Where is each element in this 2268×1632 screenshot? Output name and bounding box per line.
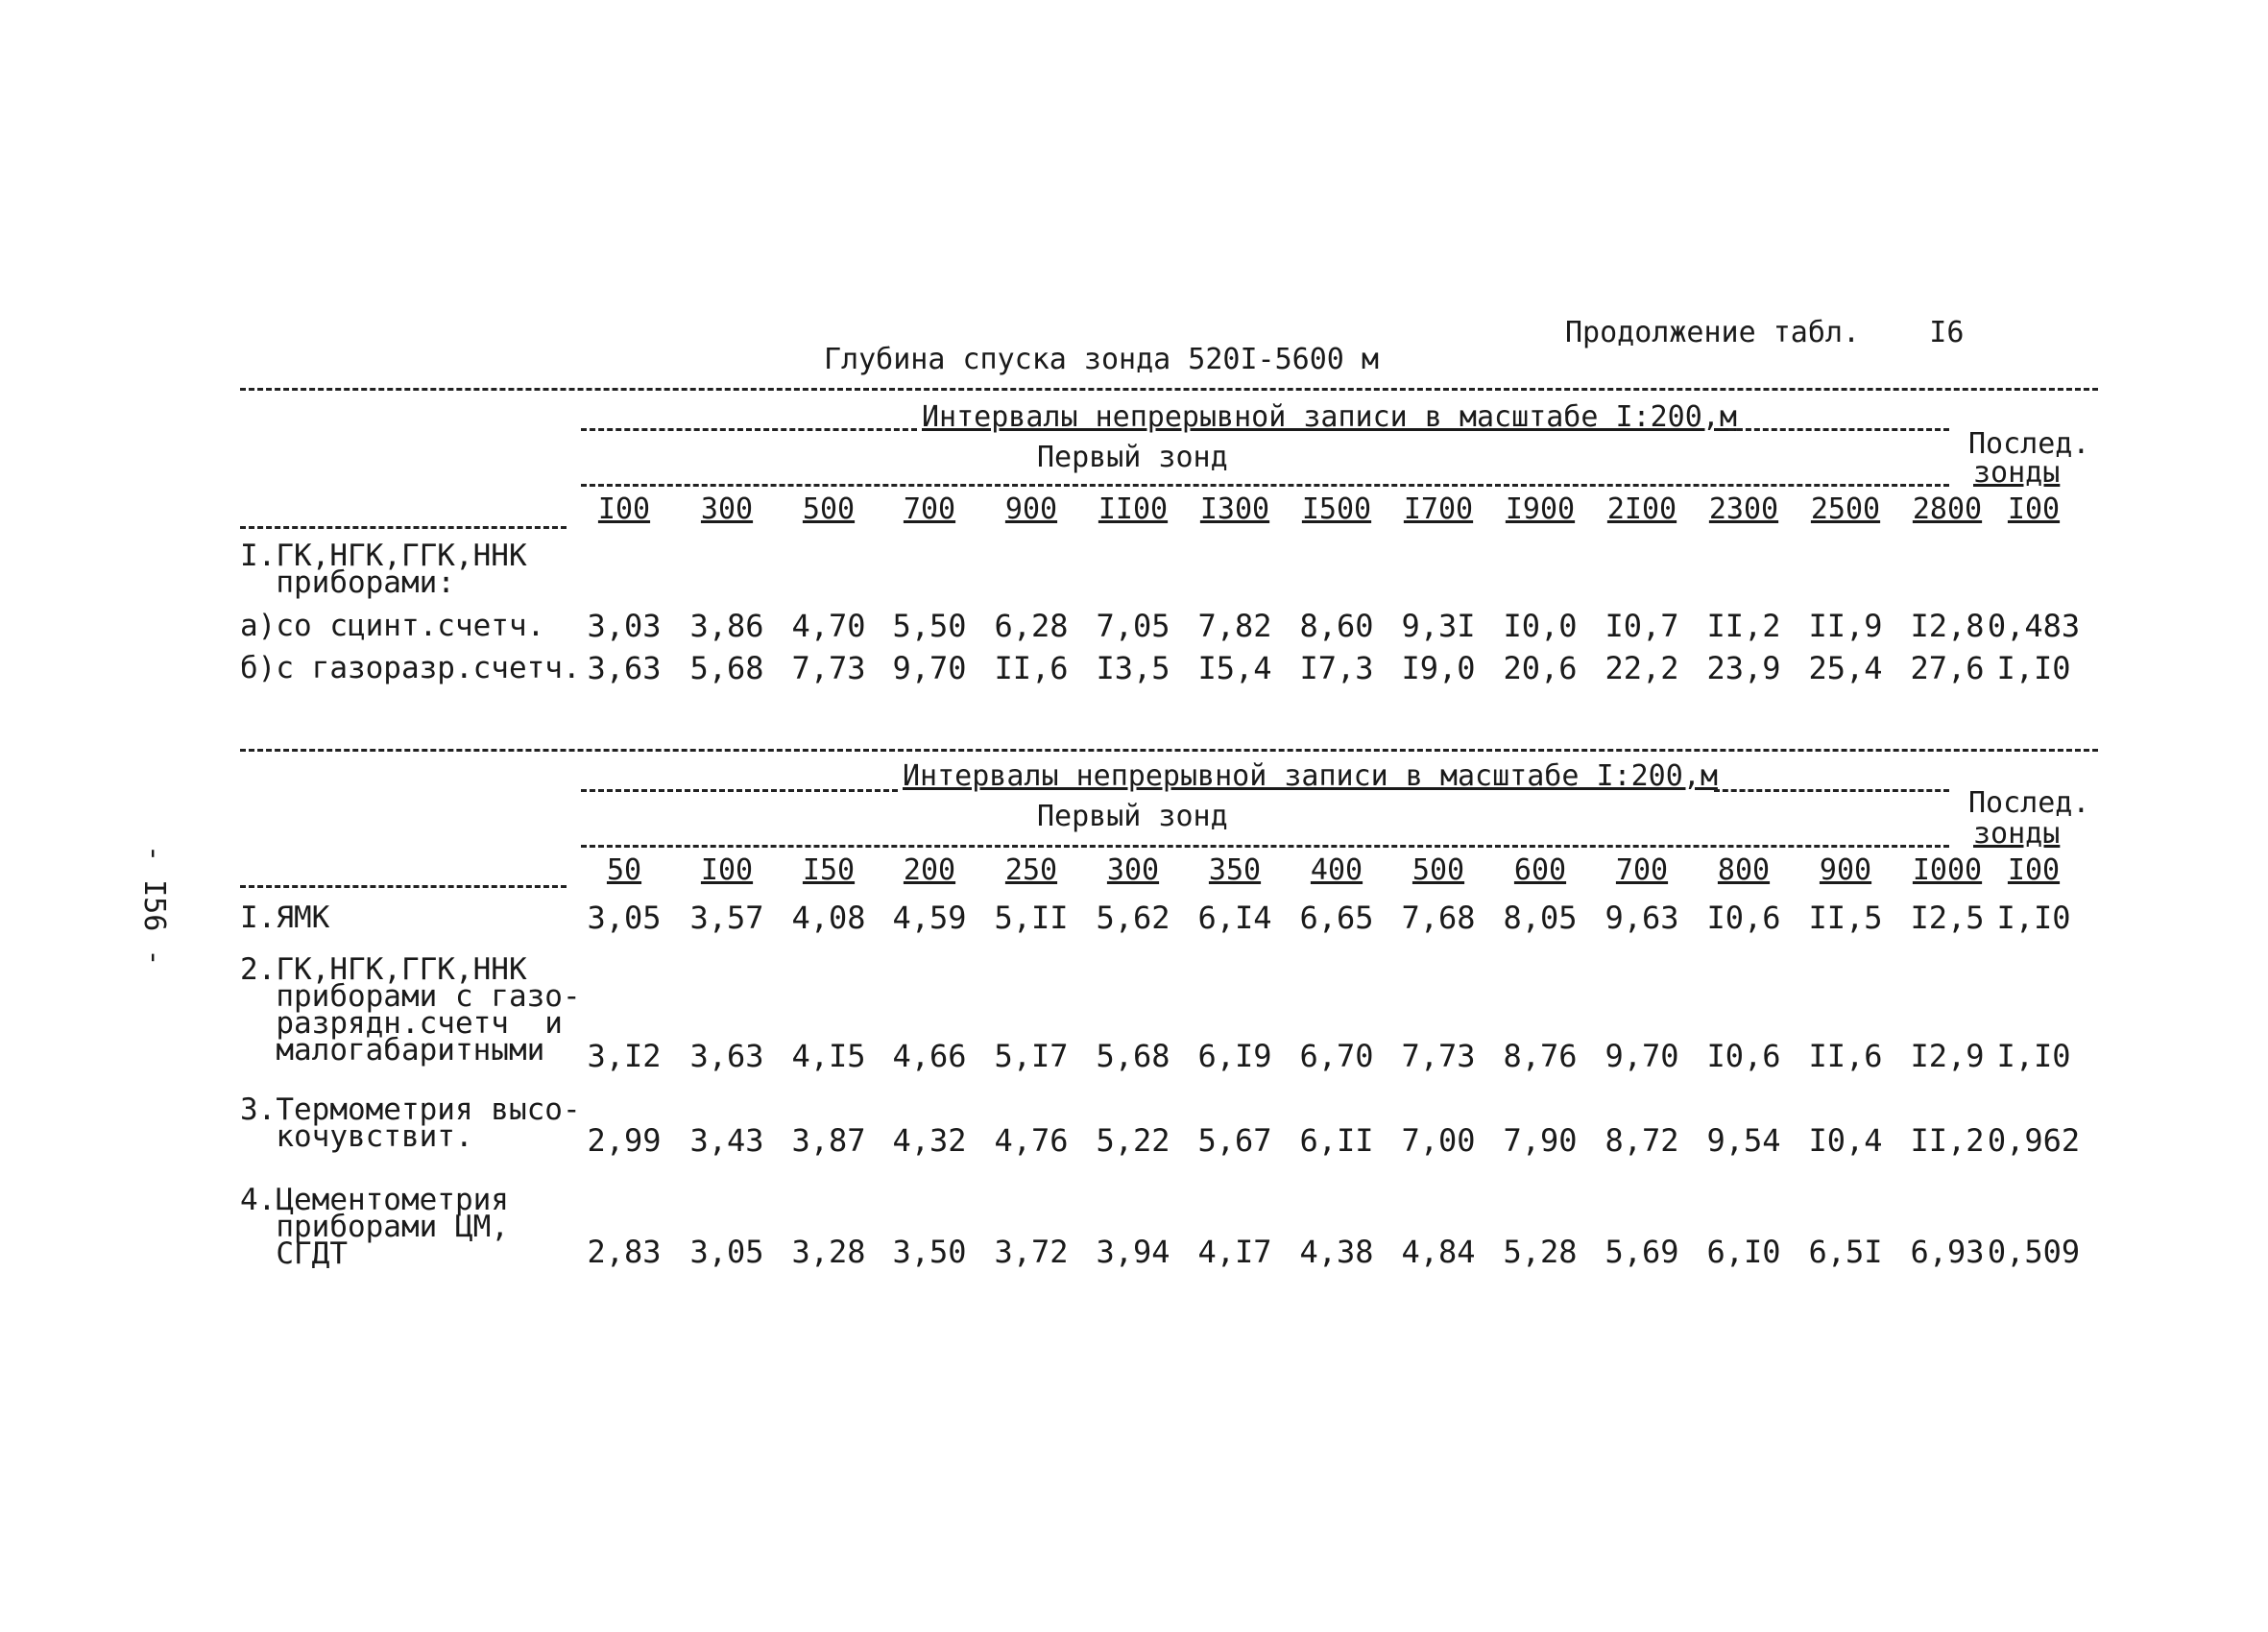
column-header: I700	[1403, 492, 1474, 526]
table-cell: 8,72	[1604, 1122, 1679, 1159]
row-label-line: приборами с газо-	[240, 979, 581, 1014]
column-header: 700	[903, 492, 956, 526]
section1-last-header-2: зонды	[1973, 456, 2061, 490]
column-header: 300	[700, 492, 754, 526]
table-cell: 22,2	[1604, 650, 1679, 686]
row-label: а)со сцинт.счетч.	[240, 609, 545, 643]
column-header: I00	[700, 853, 754, 887]
column-header: 800	[1717, 853, 1771, 887]
table-cell: 0,483	[1987, 608, 2081, 644]
column-header: 500	[1411, 853, 1465, 887]
row-label-line: кочувствит.	[240, 1119, 473, 1154]
table-cell: 6,I4	[1197, 900, 1272, 936]
table-cell: 5,62	[1096, 900, 1170, 936]
section1-group-label: I.ГК,НГК,ГГК,ННК приборами:	[240, 539, 527, 600]
rule-span-right-2	[1714, 789, 1949, 792]
table-cell: 3,63	[587, 650, 662, 686]
table-cell: 3,05	[587, 900, 662, 936]
table-cell: 3,I2	[587, 1038, 662, 1074]
column-header: 2I00	[1606, 492, 1677, 526]
rule-label-1	[240, 526, 567, 529]
table-cell: 3,63	[689, 1038, 764, 1074]
table-cell: 8,60	[1299, 608, 1374, 644]
column-header: 400	[1310, 853, 1363, 887]
table-cell: 7,73	[791, 650, 866, 686]
table-cell: II,2	[1706, 608, 1781, 644]
table-cell: I,I0	[1996, 1038, 2071, 1074]
column-header: 600	[1513, 853, 1567, 887]
rule-sub-2	[581, 845, 1949, 848]
column-header: 50	[606, 853, 642, 887]
table-cell: 0,962	[1987, 1122, 2081, 1159]
table-cell: 2,99	[587, 1122, 662, 1159]
row-label-line: 2.ГК,НГК,ГГК,ННК	[240, 952, 527, 987]
page-title: Глубина спуска зонда 520I-5600 м	[824, 343, 1379, 376]
column-header: 2500	[1810, 492, 1881, 526]
table-cell: 5,69	[1604, 1234, 1679, 1270]
table-cell: 3,28	[791, 1234, 866, 1270]
table-cell: 3,86	[689, 608, 764, 644]
table-cell: 5,I7	[994, 1038, 1069, 1074]
table-cell: I0,7	[1604, 608, 1679, 644]
table-cell: 4,70	[791, 608, 866, 644]
table-cell: 3,43	[689, 1122, 764, 1159]
table-cell: 0,509	[1987, 1234, 2081, 1270]
table-cell: I9,0	[1401, 650, 1476, 686]
row-label-line: 4.Цементометрия	[240, 1183, 509, 1217]
table-cell: 4,38	[1299, 1234, 1374, 1270]
table-cell: 8,76	[1503, 1038, 1578, 1074]
table-cell: 7,82	[1197, 608, 1272, 644]
table-cell: 6,5I	[1808, 1234, 1883, 1270]
column-header: 200	[903, 853, 956, 887]
continuation-label: Продолжение табл. I6	[1565, 316, 1965, 349]
row-label-line: разрядн.счетч и	[240, 1006, 563, 1041]
table-cell: 7,68	[1401, 900, 1476, 936]
table-cell: I0,6	[1706, 900, 1781, 936]
table-cell: 6,I9	[1197, 1038, 1272, 1074]
column-header: I00	[2007, 853, 2061, 887]
table-cell: 9,3I	[1401, 608, 1476, 644]
table-cell: 20,6	[1503, 650, 1578, 686]
column-header: I900	[1505, 492, 1576, 526]
row-label: б)с газоразр.счетч.	[240, 651, 581, 685]
row-label-line: приборами ЦМ,	[240, 1210, 509, 1244]
table-cell: II,2	[1910, 1122, 1985, 1159]
table-cell: 23,9	[1706, 650, 1781, 686]
table-cell: I0,6	[1706, 1038, 1781, 1074]
table-cell: 4,59	[892, 900, 967, 936]
column-header: 350	[1208, 853, 1262, 887]
table-cell: 5,50	[892, 608, 967, 644]
section2-span-header: Интервалы непрерывной записи в масштабе I:200,м	[903, 759, 1718, 793]
row-label-line: 3.Термометрия высо-	[240, 1092, 581, 1127]
table-cell: 5,68	[1096, 1038, 1170, 1074]
table-cell: II,5	[1808, 900, 1883, 936]
table-cell: 6,93	[1910, 1234, 1985, 1270]
column-header: I50	[802, 853, 856, 887]
section2-last-header-1: Послед.	[1968, 786, 2090, 820]
table-cell: 3,72	[994, 1234, 1069, 1270]
table-cell: 7,00	[1401, 1122, 1476, 1159]
table-cell: 3,50	[892, 1234, 967, 1270]
section1-last-header-1: Послед.	[1968, 427, 2090, 461]
rule-span-left-1	[581, 428, 917, 431]
table-cell: 7,90	[1503, 1122, 1578, 1159]
table-cell: 4,I7	[1197, 1234, 1272, 1270]
table-cell: 8,05	[1503, 900, 1578, 936]
table-cell: 3,03	[587, 608, 662, 644]
table-cell: 6,II	[1299, 1122, 1374, 1159]
table-cell: 9,70	[1604, 1038, 1679, 1074]
column-header: 500	[802, 492, 856, 526]
rule-sub-1	[581, 484, 1949, 487]
table-cell: 7,73	[1401, 1038, 1476, 1074]
column-header: 2800	[1912, 492, 1983, 526]
column-header: 300	[1106, 853, 1160, 887]
column-header: II00	[1098, 492, 1169, 526]
row-label	[240, 1183, 509, 1271]
table-cell: I0,0	[1503, 608, 1578, 644]
table-cell: I2,5	[1910, 900, 1985, 936]
table-cell: I5,4	[1197, 650, 1272, 686]
table-cell: 25,4	[1808, 650, 1883, 686]
table-cell: 27,6	[1910, 650, 1985, 686]
table-cell: 4,84	[1401, 1234, 1476, 1270]
table-cell: II,6	[994, 650, 1069, 686]
table-cell: I7,3	[1299, 650, 1374, 686]
column-header: I00	[2007, 492, 2061, 526]
table-cell: 9,63	[1604, 900, 1679, 936]
column-header: I500	[1301, 492, 1372, 526]
rule-span-left-2	[581, 789, 898, 792]
table-cell: 4,66	[892, 1038, 967, 1074]
rule-span-right-1	[1728, 428, 1949, 431]
table-cell: I2,8	[1910, 608, 1985, 644]
table-cell: 3,87	[791, 1122, 866, 1159]
table-cell: 3,05	[689, 1234, 764, 1270]
column-header: I00	[597, 492, 651, 526]
table-cell: 4,I5	[791, 1038, 866, 1074]
table-cell: 2,83	[587, 1234, 662, 1270]
section1-span-header: Интервалы непрерывной записи в масштабе I:200,м	[922, 400, 1737, 434]
column-header: I000	[1912, 853, 1983, 887]
row-label	[240, 1092, 581, 1154]
table-cell: 5,28	[1503, 1234, 1578, 1270]
table-cell: I3,5	[1096, 650, 1170, 686]
section2-sub-header: Первый зонд	[1037, 800, 1228, 833]
row-label-line: СГДТ	[240, 1236, 348, 1271]
table-cell: 6,28	[994, 608, 1069, 644]
table-cell: 6,70	[1299, 1038, 1374, 1074]
rule-top-1	[240, 388, 2098, 391]
column-header: 900	[1819, 853, 1872, 887]
table-cell: 5,II	[994, 900, 1069, 936]
table-cell: 3,94	[1096, 1234, 1170, 1270]
table-cell: 5,68	[689, 650, 764, 686]
table-cell: 4,32	[892, 1122, 967, 1159]
table-cell: 9,70	[892, 650, 967, 686]
row-label	[240, 900, 330, 935]
table-cell: 5,22	[1096, 1122, 1170, 1159]
column-header: I300	[1199, 492, 1270, 526]
table-cell: I0,4	[1808, 1122, 1883, 1159]
rule-top-2	[240, 749, 2098, 752]
section2-last-header-2: зонды	[1973, 817, 2061, 851]
column-header: 900	[1004, 492, 1058, 526]
table-cell: II,9	[1808, 608, 1883, 644]
table-cell: I,I0	[1996, 900, 2071, 936]
table-cell: 9,54	[1706, 1122, 1781, 1159]
column-header: 250	[1004, 853, 1058, 887]
table-cell: II,6	[1808, 1038, 1883, 1074]
table-cell: I2,9	[1910, 1038, 1985, 1074]
table-cell: 4,08	[791, 900, 866, 936]
table-cell: 3,57	[689, 900, 764, 936]
table-cell: 5,67	[1197, 1122, 1272, 1159]
column-header: 700	[1615, 853, 1669, 887]
column-header: 2300	[1708, 492, 1779, 526]
section1-sub-header: Первый зонд	[1037, 441, 1228, 474]
row-label-line: малогабаритными	[240, 1033, 545, 1068]
rule-label-2	[240, 885, 567, 888]
table-cell: 7,05	[1096, 608, 1170, 644]
table-number: I6	[1929, 316, 1965, 349]
table-cell: 4,76	[994, 1122, 1069, 1159]
table-cell: 6,I0	[1706, 1234, 1781, 1270]
row-label	[240, 952, 581, 1068]
row-label-line: I.ЯМК	[240, 900, 330, 935]
table-cell: I,I0	[1996, 650, 2071, 686]
table-cell: 6,65	[1299, 900, 1374, 936]
page-number: - I56 -	[137, 845, 171, 967]
